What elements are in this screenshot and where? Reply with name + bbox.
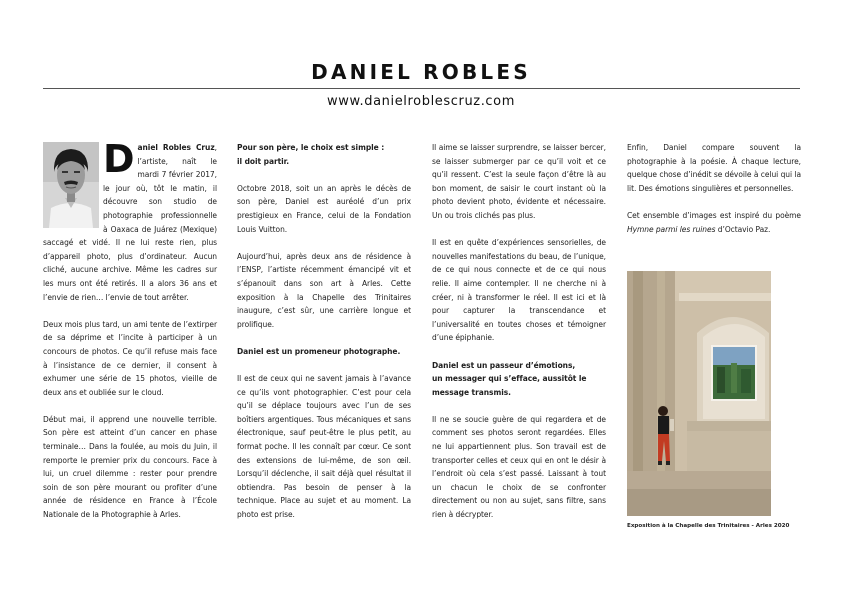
portrait-photo — [43, 142, 99, 228]
column-3 — [432, 141, 606, 535]
website-url[interactable]: www.danielroblescruz.com — [326, 94, 515, 109]
column-2 — [237, 141, 411, 535]
section-heading: il doit partir. — [237, 156, 290, 166]
paragraph: , l’artiste, naît le mardi 7 février 2017, le jour où, tôt le matin, il découvre son studio de photographie professionnelle à Oaxaca de Juárez (Mexique) saccagé et vidé. Il ne lui reste rien, plus d’appareil photo, plus d’ordinateur. Aucun cliché, aucune archive. Même les cadres sur les murs ont été retirés. Il a alors 36 ans et l’envie de rien… l’envie de tout arrêter. — [43, 143, 217, 302]
paragraph: Deux mois plus tard, un ami tente de l’extirper de sa déprime et l’incite à participer à un concours de photos. Ce qu’il refuse mais face à l’insistance de ce dernier, il consent à exhumer une série de 15 photos, vieille de deux ans et oubliée sur le cloud. — [43, 319, 218, 397]
paragraph: Cet ensemble d’images est inspiré du poème Hymne parmi les ruines d’Octavio Paz. — [627, 210, 801, 234]
section-heading: un messager qui s’efface, aussitôt le — [432, 374, 587, 384]
paragraph: Il aime se laisser surprendre, se laisser bercer, se laisser submerger par ce qu’il voit et ce qu’il ressent. C’est la seule façon d’être là au bon moment, de saisir le court instant où la photo devient photo, évidente et nécessaire. Un ou trois clichés pas plus. — [432, 143, 606, 220]
poem-title: Hymne parmi les ruines — [627, 224, 716, 234]
dropcap-letter: D — [103, 137, 135, 181]
paragraph: Enfin, Daniel compare souvent la photographie à la poésie. À chaque lecture, quelque chose d’inédit se dévoile à celui qui la lit. Des émotions singulières et personnelles. — [627, 143, 801, 193]
column-1 — [43, 137, 218, 535]
section-heading: message transmis. — [432, 387, 511, 397]
column-4 — [627, 141, 801, 250]
photo-caption: Exposition à la Chapelle des Trinitaires - Arles 2020 — [627, 523, 790, 529]
paragraph: Aujourd’hui, après deux ans de résidence à l’ENSP, l’artiste récemment émancipé vit et s’épanouit dans son art à Arles. Cette exposition à la Chapelle des Trinitaires inaugure, c’est sûr, une carrière longue et prolifique. — [237, 251, 411, 329]
page-title: DANIEL ROBLES — [311, 60, 531, 84]
exhibition-photo — [627, 271, 771, 516]
section-heading: Pour son père, le choix est simple : — [237, 143, 385, 152]
artist-name: aniel Robles Cruz — [137, 143, 215, 152]
paragraph: Il ne se soucie guère de qui regardera et de comment ses photos seront regardées. Elles ne lui appartiennent plus. Son travail est de transporter celles et ceux qui en ont le désir à l’endroit où cela s’est passé. Laissant à tout un chacun le choix de se confronter directement ou non au sujet, sans filtre, sans rien à décrypter. — [432, 414, 606, 520]
paragraph: Il est de ceux qui ne savent jamais à l’avance ce qu’ils vont photographier. C’est pour cela qu’il se déplace toujours avec l’un de ses boîtiers argentiques. Tous mécaniques et sans électronique, sauf peut-être le plus petit, au format poche. Il les connaît par cœur. Ce sont des extensions de lui-même, de son œil. Lorsqu’il déclenche, il sait déjà quel résultat il obtiendra. Pas besoin de penser à la technique. Place au sujet et au moment. La photo est prise. — [237, 374, 411, 520]
paragraph: Octobre 2018, soit un an après le décès de son père, Daniel est auréolé d’un prix prestigieux en France, celui de la Fondation Louis Vuitton. — [237, 183, 411, 234]
section-heading: Daniel est un passeur d’émotions, — [432, 360, 576, 370]
paragraph: Il est en quête d’expériences sensorielles, de nouvelles manifestations du beau, de l’unique, de ce qui nous connecte et de ce qui nous relie. Il aime contempler. Il ne cherche ni à créer, ni à transformer le réel. Il est ici et là pour capturer la transcendance et l’universalité en toutes choses et témoigner d’une épiphanie. — [432, 238, 606, 343]
section-heading: Daniel est un promeneur photographe. — [237, 346, 401, 356]
paragraph: Début mai, il apprend une nouvelle terrible. Son père est atteint d’un cancer en phase terminale… Dans la foulée, au mois du Juin, il remporte le premier prix du concours. Face à lui, un cruel dilemme : rester pour prendre soin de son père mourant ou profiter d’une année de résidence en France à l’École Nationale de la Photographie à Arles. — [43, 414, 217, 520]
header-divider — [43, 88, 800, 89]
